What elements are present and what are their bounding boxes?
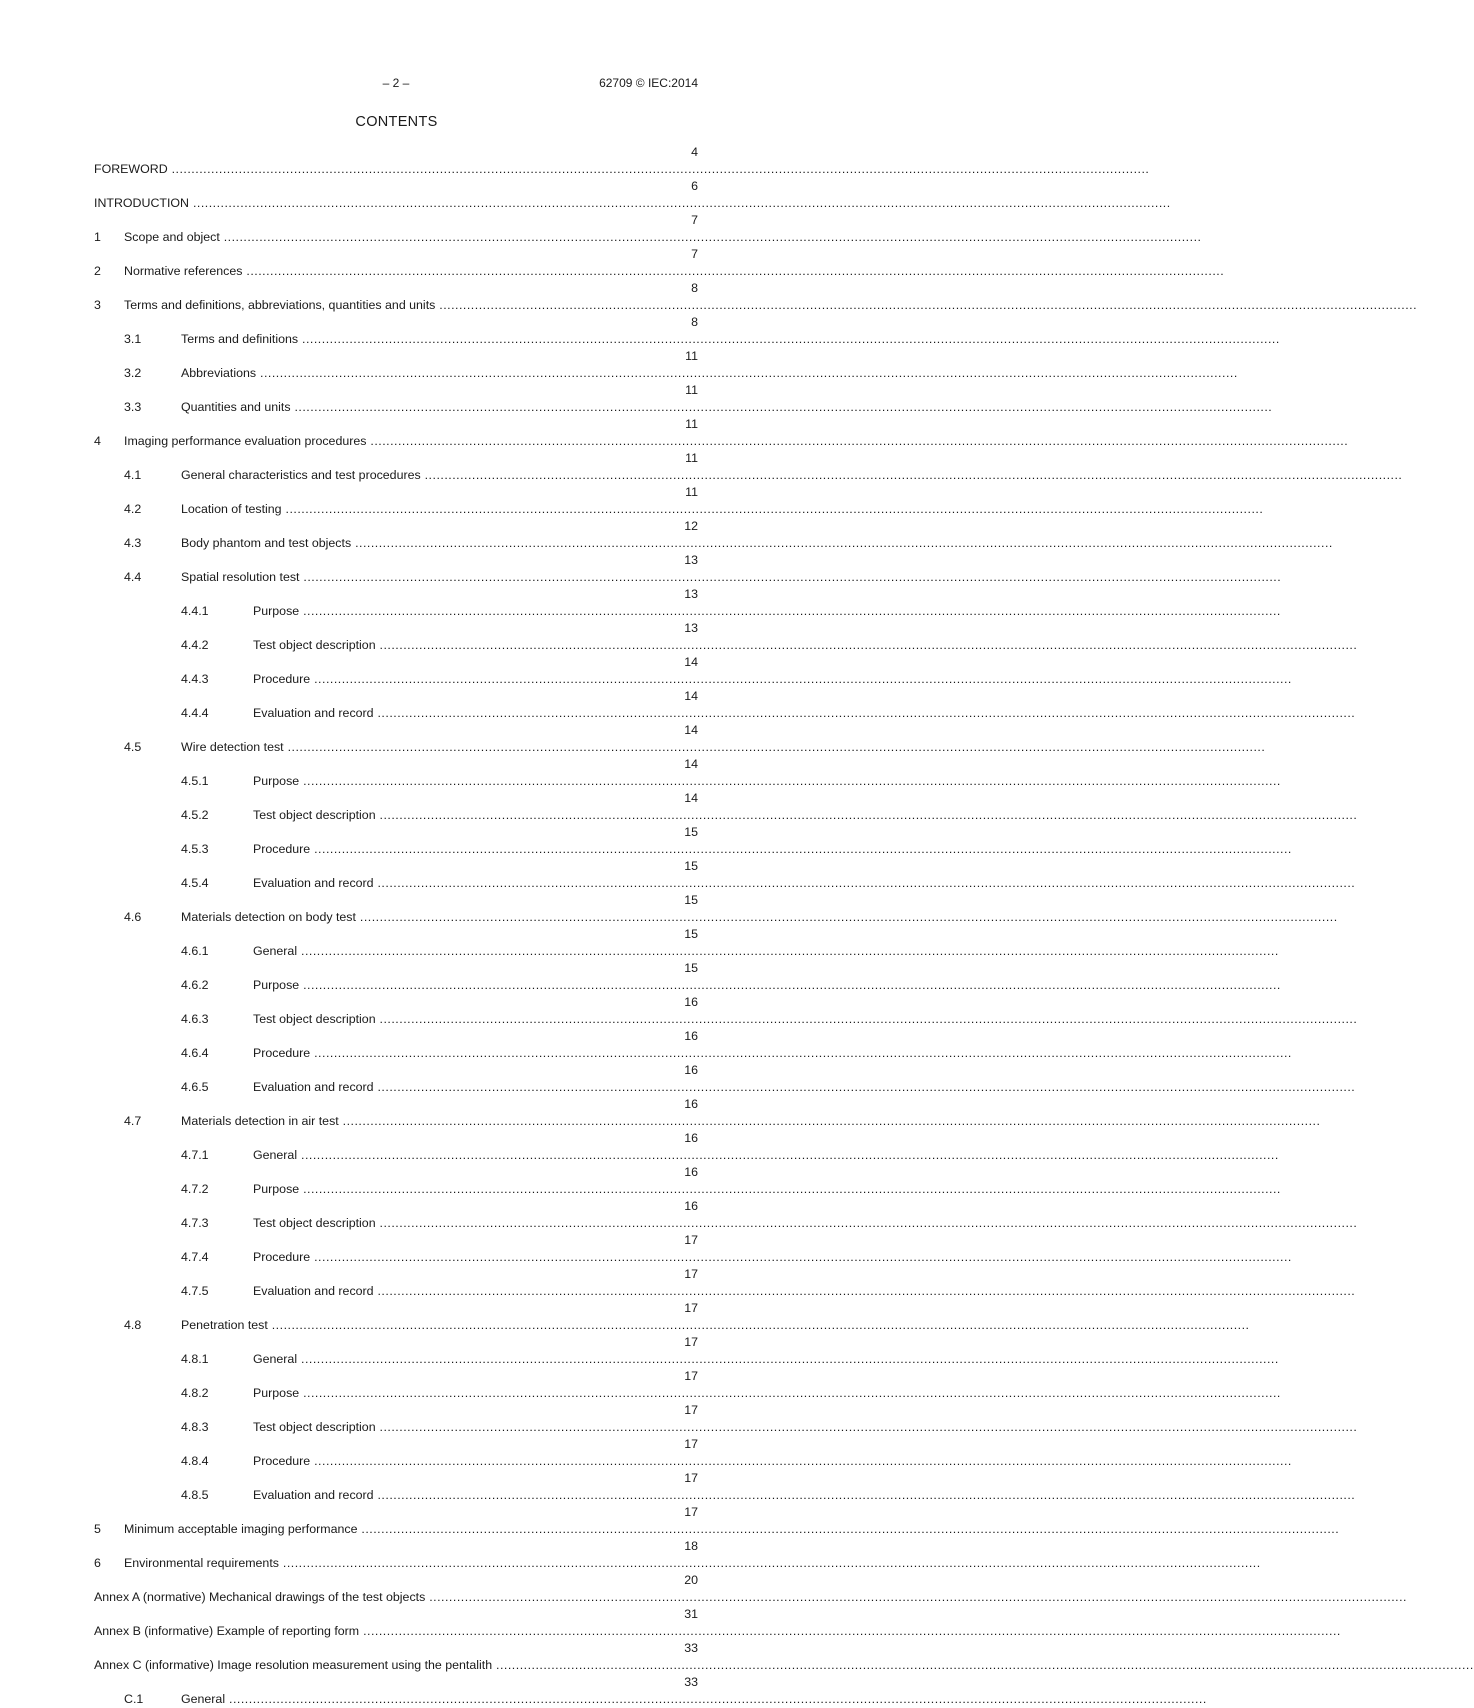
- toc-entry-text: Annex A (normative) Mechanical drawings of the test objects: [94, 1590, 426, 1604]
- toc-entry-page: 11: [685, 349, 698, 363]
- toc-entry-number: 1: [94, 230, 101, 244]
- toc-entry-text: Terms and definitions: [181, 332, 299, 346]
- toc-entry-text: Purpose: [253, 978, 300, 992]
- toc-entry-title: [94, 1385, 1281, 1402]
- toc-entry[interactable]: [94, 188, 698, 244]
- toc-entry-text: Test object description: [253, 1216, 376, 1230]
- toc-entry-number: 4.8.4: [181, 1454, 209, 1468]
- toc-entry-title: [94, 1521, 1339, 1538]
- toc-entry-text: General: [181, 1692, 226, 1706]
- toc-entry-number: 4.5.4: [181, 876, 209, 890]
- toc-entry[interactable]: [94, 144, 698, 176]
- toc-entry-page: 11: [685, 383, 698, 397]
- toc-entry-title: [94, 1113, 1320, 1130]
- toc-entry-page: 13: [684, 621, 698, 635]
- toc-entry-text: Wire detection test: [181, 740, 284, 754]
- toc-entry-number: 4.8: [124, 1318, 142, 1332]
- toc-entry-page: 13: [684, 553, 698, 567]
- toc-entry-text: Body phantom and test objects: [181, 536, 352, 550]
- toc-entry-text: Purpose: [253, 774, 300, 788]
- toc-entry-number: 4.5: [124, 740, 142, 754]
- toc-entry[interactable]: [94, 166, 698, 210]
- toc-entry-number: 4.4.2: [181, 638, 209, 652]
- toc-entry-text: Procedure: [253, 1454, 311, 1468]
- table-of-contents: [94, 144, 698, 1708]
- toc-entry-page: 16: [684, 1029, 698, 1043]
- toc-entry-text: INTRODUCTION: [94, 196, 189, 210]
- toc-entry-number: 4.7.1: [181, 1148, 209, 1162]
- toc-entry-number: 4.6.2: [181, 978, 209, 992]
- toc-entry-number: 4.8.2: [181, 1386, 209, 1400]
- page-number: – 2 –: [382, 76, 410, 90]
- toc-entry-number: 4.6.5: [181, 1080, 209, 1094]
- toc-entry-page: 6: [691, 179, 698, 193]
- toc-entry-number: 4.1: [124, 468, 142, 482]
- toc-entry-page: 15: [684, 859, 698, 873]
- toc-entry-number: 3.1: [124, 332, 142, 346]
- toc-entry-page: 15: [684, 893, 698, 907]
- toc-entry-title: [94, 1657, 1474, 1674]
- toc-entry-page: 14: [684, 791, 698, 805]
- toc-entry-page: 14: [684, 757, 698, 771]
- toc-entry-text: Materials detection on body test: [181, 910, 356, 924]
- toc-entry-text: Annex C (informative) Image resolution measurement using the pentalith: [94, 1658, 493, 1672]
- toc-entry-text: Minimum acceptable imaging performance: [124, 1522, 358, 1536]
- toc-entry-page: 8: [691, 281, 698, 295]
- toc-entry-title: [94, 1079, 1355, 1096]
- toc-entry-text: Purpose: [253, 604, 300, 618]
- toc-entry-page: 17: [684, 1267, 698, 1281]
- toc-entry-number: 4: [94, 434, 101, 448]
- toc-entry-text: General: [253, 1352, 298, 1366]
- toc-entry-text: Evaluation and record: [253, 1080, 374, 1094]
- toc-entry-text: Procedure: [253, 1250, 311, 1264]
- toc-entry-page: 20: [684, 1573, 698, 1587]
- toc-entry-text: Evaluation and record: [253, 1284, 374, 1298]
- toc-entry-text: Environmental requirements: [124, 1556, 279, 1570]
- toc-entry-page: 16: [684, 995, 698, 1009]
- toc-entry-text: Test object description: [253, 638, 376, 652]
- toc-entry-text: FOREWORD: [94, 162, 168, 176]
- toc-entry-page: 12: [684, 519, 698, 533]
- toc-entry-text: Test object description: [253, 808, 376, 822]
- toc-entry-text: Test object description: [253, 1420, 376, 1434]
- toc-entry-number: 4.7.4: [181, 1250, 209, 1264]
- toc-entry-text: Materials detection in air test: [181, 1114, 339, 1128]
- toc-entry-title: [94, 1487, 1355, 1504]
- toc-entry-number: 4.8.5: [181, 1488, 209, 1502]
- toc-entry-number: 3.2: [124, 366, 142, 380]
- toc-entry-title: [94, 1249, 1292, 1266]
- toc-entry-text: Evaluation and record: [253, 876, 374, 890]
- toc-entry-page: 14: [684, 689, 698, 703]
- toc-entry-number: 4.6.4: [181, 1046, 209, 1060]
- toc-entry-page: 11: [685, 451, 698, 465]
- toc-entry-number: 6: [94, 1556, 101, 1570]
- toc-entry-text: Location of testing: [181, 502, 282, 516]
- page-title: CONTENTS: [355, 114, 438, 130]
- toc-entry-text: Purpose: [253, 1386, 300, 1400]
- document-id: 62709 © IEC:2014: [599, 76, 698, 90]
- toc-entry-text: Annex B (informative) Example of reporting form: [94, 1624, 360, 1638]
- toc-entry-text: General: [253, 1148, 298, 1162]
- toc-entry-page: 17: [684, 1369, 698, 1383]
- toc-entry-title: [94, 1351, 1279, 1368]
- toc-entry-number: 4.4: [124, 570, 142, 584]
- toc-entry-number: 4.6.1: [181, 944, 209, 958]
- toc-entry-number: 4.4.3: [181, 672, 209, 686]
- toc-entry-page: 17: [684, 1233, 698, 1247]
- toc-entry-text: Procedure: [253, 842, 311, 856]
- toc-entry-page: 17: [684, 1301, 698, 1315]
- toc-entry-page: 17: [684, 1505, 698, 1519]
- toc-entry-text: Procedure: [253, 672, 311, 686]
- toc-entry-title: [94, 1691, 1207, 1708]
- toc-entry-number: 4.7: [124, 1114, 142, 1128]
- toc-entry-number: 4.6: [124, 910, 142, 924]
- toc-entry-text: Test object description: [253, 1012, 376, 1026]
- toc-entry-page: 11: [685, 485, 698, 499]
- toc-entry-text: General: [253, 944, 298, 958]
- toc-entry-page: 16: [684, 1199, 698, 1213]
- toc-entry-page: 17: [684, 1471, 698, 1485]
- toc-entry-number: 5: [94, 1522, 101, 1536]
- toc-entry-text: Evaluation and record: [253, 706, 374, 720]
- toc-entry-page: 8: [691, 315, 698, 329]
- toc-entry-page: 16: [684, 1097, 698, 1111]
- toc-entry-title: [94, 1147, 1279, 1164]
- toc-entry-page: 16: [684, 1063, 698, 1077]
- toc-entry-number: 4.7.5: [181, 1284, 209, 1298]
- toc-entry-title: [94, 1317, 1249, 1334]
- toc-entry-page: 16: [684, 1165, 698, 1179]
- toc-entry-text: Normative references: [124, 264, 243, 278]
- toc-entry-title: [94, 1555, 1261, 1572]
- toc-entry-number: 3.3: [124, 400, 142, 414]
- toc-entry-page: 18: [684, 1539, 698, 1553]
- toc-entry-page: 17: [684, 1403, 698, 1417]
- toc-entry-number: 4.6.3: [181, 1012, 209, 1026]
- toc-entry-page: 14: [684, 723, 698, 737]
- toc-entry-text: Terms and definitions, abbreviations, quantities and units: [124, 298, 436, 312]
- toc-entry-text: Quantities and units: [181, 400, 291, 414]
- toc-entry-title: [94, 1453, 1292, 1470]
- toc-entry-number: 4.7.3: [181, 1216, 209, 1230]
- toc-entry-page: 33: [684, 1641, 698, 1655]
- toc-entry-page: 17: [684, 1437, 698, 1451]
- toc-entry-title: [94, 1283, 1355, 1300]
- toc-entry-page: 16: [684, 1131, 698, 1145]
- toc-entry-page: 13: [684, 587, 698, 601]
- toc-entry-title: [94, 1181, 1281, 1198]
- toc-entry-number: 4.5.2: [181, 808, 209, 822]
- toc-entry-text: General characteristics and test procedures: [181, 468, 421, 482]
- toc-entry-text: Penetration test: [181, 1318, 268, 1332]
- toc-entry-number: 2: [94, 264, 101, 278]
- toc-entry-number: 4.5.3: [181, 842, 209, 856]
- toc-entry-text: Spatial resolution test: [181, 570, 300, 584]
- toc-entry-title: [94, 1215, 1357, 1232]
- toc-entry-page: 11: [685, 417, 698, 431]
- toc-entry-number: 4.7.2: [181, 1182, 209, 1196]
- toc-entry-number: 3: [94, 298, 101, 312]
- toc-entry-text: Procedure: [253, 1046, 311, 1060]
- toc-entry-number: 4.8.3: [181, 1420, 209, 1434]
- toc-entry-number: 4.2: [124, 502, 142, 516]
- toc-entry-page: 31: [684, 1607, 698, 1621]
- toc-entry-page: 15: [684, 961, 698, 975]
- toc-entry-title: [94, 1419, 1357, 1436]
- toc-entry-number: 4.4.4: [181, 706, 209, 720]
- toc-entry-page: 7: [691, 247, 698, 261]
- toc-entry-title: [94, 1623, 1341, 1640]
- toc-entry-number: 4.4.1: [181, 604, 209, 618]
- toc-entry-page: 14: [684, 655, 698, 669]
- toc-entry-page: 33: [684, 1675, 698, 1689]
- toc-entry-title: [94, 1589, 1407, 1606]
- toc-entry-number: 4.5.1: [181, 774, 209, 788]
- toc-entry-number: C.1: [124, 1692, 144, 1706]
- toc-entry-page: 15: [684, 825, 698, 839]
- toc-entry-page: 17: [684, 1335, 698, 1349]
- toc-entry-page: 15: [684, 927, 698, 941]
- toc-entry-text: Evaluation and record: [253, 1488, 374, 1502]
- toc-entry-text: Purpose: [253, 1182, 300, 1196]
- toc-entry-number: 4.3: [124, 536, 142, 550]
- toc-entry-text: Imaging performance evaluation procedures: [124, 434, 367, 448]
- toc-entry-text: Abbreviations: [181, 366, 257, 380]
- page-header: [94, 76, 698, 92]
- toc-entry-number: 4.8.1: [181, 1352, 209, 1366]
- toc-entry-page: 7: [691, 213, 698, 227]
- toc-entry-text: Scope and object: [124, 230, 220, 244]
- toc-entry-page: 4: [691, 145, 698, 159]
